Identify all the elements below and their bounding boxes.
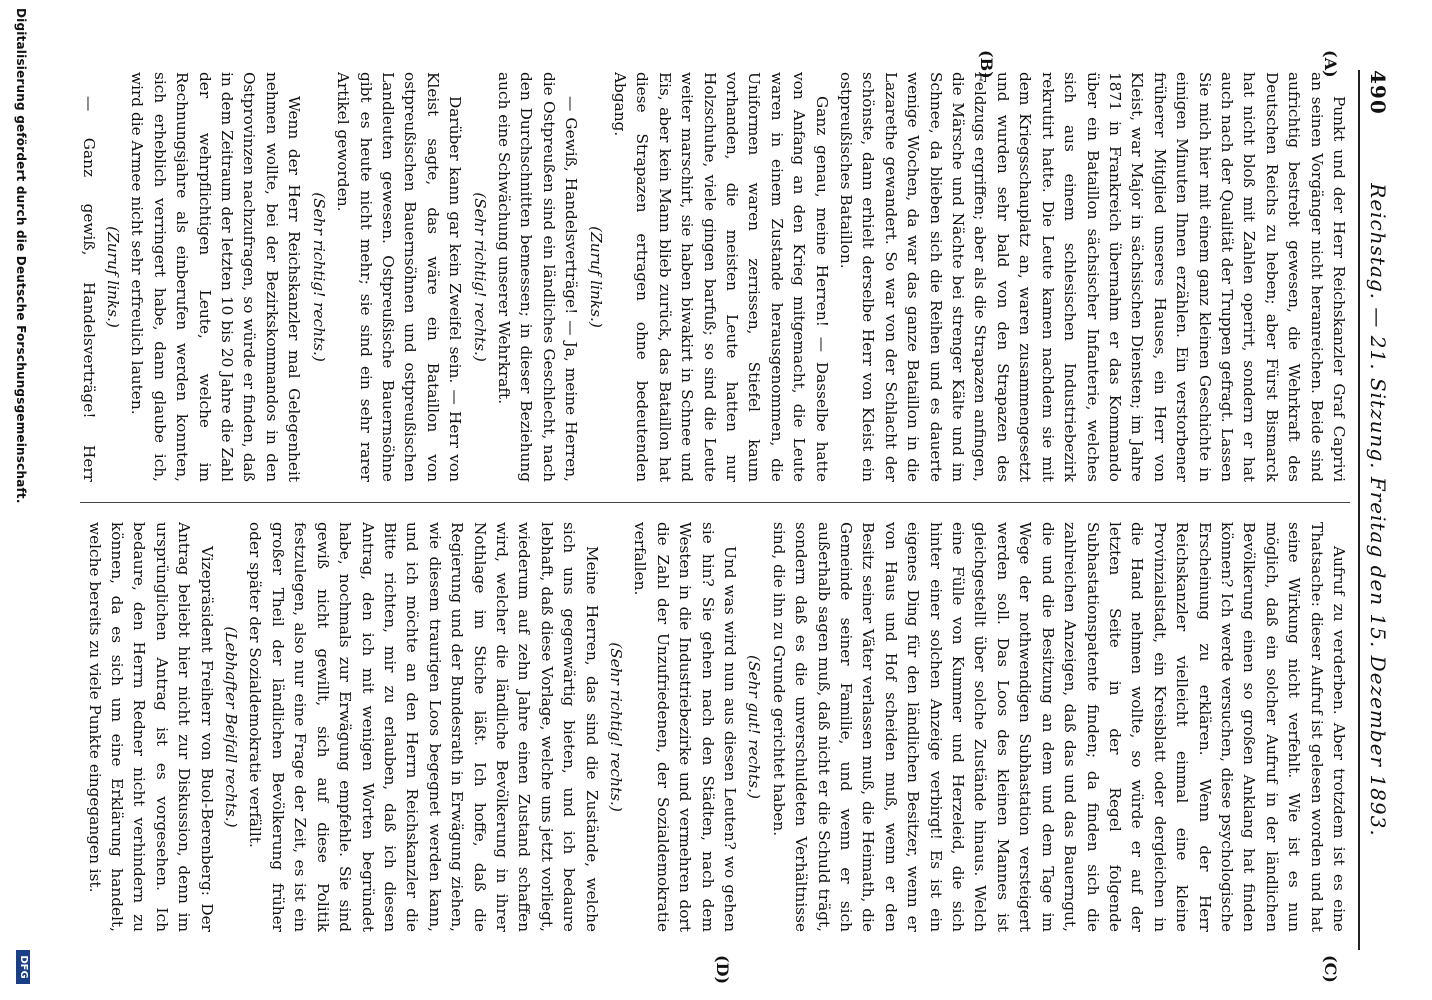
- credit-text: Digitalisierung gefördert durch die Deutsche Forschungsgemeinschaft.: [14, 8, 28, 504]
- paragraph: Wenn der Herr Reichskanzler mal Gelegenheit nehmen wollte, bei der Bezirkskommandos in den Ostprovinzen nachzufragen, so würde er finden, daß in dem Zeitraum der letzten 10 bis 20 Jahre die Zahl der wehrpflichtigen Leute, welche im Rechnungsjahre als einberufen werden konnten, sich erheblich verringert habe, dann glaube ich, wird die Armee nicht sehr erfreulich lauten.: [128, 72, 304, 482]
- interjection: [80, 522, 81, 932]
- paragraph: Darüber kann gar kein Zweifel sein. — Herr von Kleist sagte, das wäre ein Bataillon von ostpreußischen Bauernsöhnen und ostpreußischen Landleuten gewesen. Ostpreußische Bauernsöhne gibt es heute nicht mehr; sie sind ein sehr rarer Artikel geworden.: [334, 72, 465, 482]
- left-column: [80, 72, 1350, 482]
- page-title: Reichstag. — 21. Sitzung. Freitag den 15. Dezember 1893.: [1366, 183, 1390, 837]
- speaker-paragraph: Vizepräsident Freiherr von Buol-Berenberg: Der Antrag beliebt hier nicht zur Diskussion, denn im ursprünglichen Antrag ist es vorgesehen. Ich bedaure, den Herrn Redner nicht verhindern zu können, da es sich um eine Erklärung handelt, welche bereits zu viele Punkte eingegangen ist.: [85, 522, 216, 932]
- dfg-logo: DFG: [16, 950, 30, 984]
- margin-mark-a: (A): [1321, 50, 1340, 78]
- interjection: (Sehr richtig! rechts.): [309, 192, 328, 362]
- paragraph: Und was wird nun aus diesen Leuten? wo gehen sie hin? Sie gehen nach den Städten, nach dem Westen in die Industriebezirke und vermehren dort die Zahl der Unzufriedenen, der Sozialdemokratie verfallen.: [631, 522, 740, 932]
- interjection: (Sehr richtig! rechts.): [470, 192, 489, 362]
- interjection: (Zuruf links.): [586, 226, 605, 328]
- page-number: 490: [1366, 70, 1390, 115]
- margin-mark-b: (B): [977, 50, 996, 79]
- digitization-credit: [0, 0, 64, 1000]
- paragraph: Punkt und der Herr Reichskanzler Graf Caprivi an seinen Vorgänger nicht heranreichen. Beide sind aufrichtig bestrebt gewesen, die Wehrkraft des Deutschen Reichs zu heben; aber Fürst Bismarck hat nicht bloß mit Zahlen operirt, sondern er hat auch nach der Qualität der Truppen gefragt. Lassen Sie mich hier mit einem ganz kleinen Geschichte in einigen Minuten Ihnen erzählen. Ein verstorbener früherer Mitglied unseres Hauses, ein Herr von Kleist, war Major in sächsischen Diensten; im Jahre 1871 in Frankreich übernahm er das Kommando über ein Bataillon sächsischer Infanterie, welches sich aus einem schlesischen Industriebezirk rekrutirt hatte. Die Leute kamen nachdem sie mit dem Kriegsschauplatz an, waren zusammengesetzt und wurden sehr bald von den Strapazen des Feldzugs ergriffen; aber als die Strapazen anfingen, die Märsche und Nächte bei strenger Kälte und im Schnee, da blieben sich die Reihen und es dauerte wenige Wochen, da war das ganze Bataillon in die Lazarethe gewandert. So war von der Schlacht der schönste, dann erhielt derselbe Herr von Kleist ein ostpreußisches Bataillon.: [837, 72, 1348, 482]
- paragraph: — Ganz gewiß, Handelsverträge! Herr: [80, 96, 98, 482]
- page-header: [1358, 70, 1394, 950]
- interjection: (Sehr gut! rechts.): [745, 655, 764, 799]
- margin-mark-c: (C): [1321, 955, 1340, 983]
- paragraph: Aufruf zu verderben. Aber trotzdem ist es eine Thatsache: dieser Aufruf ist gelesen worden und hat seine Wirkung nicht verfehlt. Wie ist es nun möglich, daß ein solcher Aufruf in der ländlichen Bevölkerung einen so großen Anklang hat finden können? Ich werde versuchen, diese psychologische Erscheinung zu erklären. Wenn der Herr Reichskanzler vielleicht einmal eine kleine Provinzialstadt, ein Kreisblatt oder dergleichen in die Hand nehmen wollte, so würde er auf der letzten Seite in der Regel folgende Subhastationspatente finden; da finden sich die zahlreichen Anzeigen, daß das und das Bauerngut, die und die Besitzung an dem und dem Tage im Wege der nothwendigen Subhastation versteigert werden soll. Das Loos des kleinen Mannes ist gleichgestellt über solche Zustände hinaus. Welch eine Fülle von Kummer und Herzeleid, die sich hinter einer solchen Anzeige verbirgt! Es ist ein eigenes Ding für den ländlichen Besitzer, wenn er von Haus und Hof scheiden muß, wenn er den Besitz seiner Väter verlassen muß, die Heimath, die Gemeinde seiner Familie, und wenn er sich außerhalb sagen muß, daß nicht er die Schuld trägt, sondern daß es die unverschuldeten Verhältnisse sind, die ihn zu Grunde gerichtet haben.: [769, 522, 1348, 932]
- interjection: (Zuruf links.): [104, 226, 123, 328]
- margin-mark-d: (D): [713, 955, 732, 985]
- interjection: (Lebhafter Beifall rechts.): [222, 626, 241, 828]
- right-column: [80, 522, 1350, 932]
- paragraph: Meine Herren, das sind die Zustände, welche sich uns gegenwärtig bieten, und ich bedaure lebhaft, daß diese Vorlage, welche uns jetzt vorliegt, wiederum auf zehn Jahre einen Zustand schaffen wird, welcher die ländliche Bevölkerung in ihrer Nothlage im Stiche läßt. Ich hoffe, daß die Regierung und der Bundesrath in Erwägung ziehen, wie diesem traurigen Loos begegnet werden kann, und ich möchte an den Herrn Reichskanzler die Bitte richten, mir zu erlauben, daß ich diesen Antrag, den ich mit wenigen Worten begründet habe, nochmals zur Erwägung empfehle. Sie sind gewiß nicht gewillt, sich auf diese Politik festzulegen, also nur eine Frage der Zeit, es ist ein großer Theil der ländlichen Bevölkerung früher oder später der Sozialdemokratie verfällt.: [246, 522, 601, 932]
- paragraph: — Gewiß, Handelsverträge! — Ja, meine Herren, die Ostpreußen sind ein ländliches Geschlecht, nach den Durchschnitten bemessen; in dieser Beziehung auch eine Schwächung unserer Wehrkraft.: [494, 72, 581, 482]
- column-divider: [80, 502, 1350, 503]
- interjection: (Sehr richtig! rechts.): [607, 642, 625, 812]
- paragraph: Ganz genau, meine Herren! — Dasselbe hatte von Anfang an den Krieg mitgemacht, die Leute waren in einem Zustande herausgenommen, die Uniformen waren zerrissen, Stiefel kaum vorhanden, die meisten Leute hatten nur Holzschuhe, viele gingen barfuß; so sind die Leute weiter marschirt, sie haben biwakirt in Schnee und Eis, aber kein Mann blieb zurück, das Bataillon hat diese Strapazen ertragen ohne bedeutenden Abgang.: [611, 72, 831, 482]
